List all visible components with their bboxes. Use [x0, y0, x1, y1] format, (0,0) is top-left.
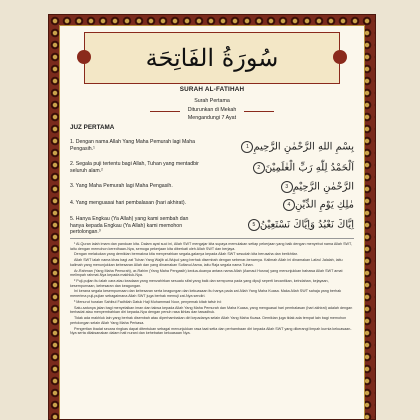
note-paragraph: Ini kerana segala kesempurnaan dan kebesaran serta keagungan dan kekuasaan itu hanya pada zat Allah Yang Maha Kuasa. Maka Allah SWT sahaja yang berhak menerima puji-pujian sebagaimana Allah SWT juga berhak memuji zat-Nya sendiri. — [70, 289, 342, 298]
verse-arabic: مٰلِكِ يَوْمِ الدِّيْنِ4 — [280, 199, 354, 211]
verse-translation: 4. Yang menguasai hari pembalasan (hari akhirat). — [70, 200, 187, 206]
note-paragraph: ² Puji-pujian itu ialah cara atau keadaan yang menzahirkan sesuatu sifat yang baik dan sempurna pada yang dipuji seperti kecantikan, keindahan, kejayaan, kesempurnaan, kebesaran dan keagungan. — [70, 279, 329, 288]
subtitle-line: Diturunkan di Mekah — [187, 106, 237, 113]
header-ornament-right — [333, 50, 347, 64]
note-paragraph: ³ Menurut huraian Sahibul Fadhilah Datuk Haji Muhammad Noor, penyemak kitab tafsir ini: — [74, 299, 222, 304]
verse-number-marker: 3 — [281, 181, 293, 193]
subtitle-line: Surah Pertama — [194, 98, 230, 104]
verse-arabic: بِسْمِ اللهِ الرَّحْمٰنِ الرَّحِيمِ1 — [238, 141, 354, 153]
surah-subtitle — [60, 97, 364, 123]
divider — [70, 238, 354, 239]
verse-arabic: الرَّحْمٰنِ الرَّحِيْمِ3 — [278, 181, 354, 193]
surah-calligraphy: سُورَةُ الفَاتِحَة — [145, 44, 279, 72]
note-paragraph: Allah SWT ialah nama khas bagi zat Tuhan Yang Wajib al-Wujud yang berhak disembah dengan sebenar-benarnya. Kalimah Allah ini dinamakan Lafzul Jalalah, iaitu kalimah yang menunjukkan kebesaran Allah dan yang dinamakan Sultanul Asma, iaitu Raja segala nama Tuhan. — [70, 258, 343, 267]
commentary-notes — [70, 242, 354, 337]
note-paragraph: Satu-satunya jalan bagi menyelaikan iman dan takwa kepada Allah Yang Maha Pemurah dan Maha Kuasa, yang menguasai hari pembalasan (hari akhirat) adalah dengan berbadat atau menyembahkan diri kepada-Nya dengan penuh rasa ikhlas dan tawadhuk. — [70, 305, 353, 315]
verse-arabic: اِيَّاكَ نَعْبُدُ وَاِيَّاكَ نَسْتَعِيْنُ5 — [245, 219, 354, 231]
surah-header-panel — [84, 32, 340, 84]
note-paragraph: Dengan melakukan yang demikian bermakna kita menyerahkan segala-galanya kepada Allah SWT sesudah kita berusaha dan berikhtiar. — [74, 252, 298, 257]
note-paragraph: Pengertian ibadat secara ringkas dapat ditentukan sebagai menunjukkan rasa taat setia dan perhambaan diri kepada Allah SWT yang dikerangi limpah kurnia kekuasaan-Nya serta dilaksanakan dalam hati nurani dan kehebatan kekuasaan Nya. — [70, 326, 352, 336]
verse-translation: 5. Hanya Engkau (Ya Allah) yang kami sembah dan hanya kepada Engkau (Ya Allah) kami memohon pertolongan.³ — [70, 216, 189, 236]
verse-translation: 2. Segala puji tertentu bagi Allah, Tuhan yang mentadbir seluruh alam.² — [70, 161, 199, 174]
section-heading: JUZ PERTAMA — [70, 124, 115, 131]
verse-translation: 3. Yang Maha Pemurah lagi Maha Pengasih. — [70, 183, 173, 189]
title-rule-right — [244, 111, 274, 112]
note-paragraph: Tidak ada makhluk lain yang berhak disembah atau diperhambakan diri kepadanya selain Allah Yang Maha Kuasa. Demikian juga tidak ada tempat lain bagi memohon pertolongan selain Allah Yang Maha Perkasa. — [70, 316, 347, 325]
verse-number-marker: 4 — [283, 199, 295, 211]
note-paragraph: ¹ Al-Quran ialah imam dan panduan kita. Dalam ayat suci ini, Allah SWT mengajar kita supaya memulakan setiap pekerjaan yang baik dengan menyebut nama Allah SWT, iaitu dengan memohon keredhaan-Nya, semoga pekerjaan kita diberkati oleh Allah SWT dan berjaya. — [70, 242, 352, 251]
verse-number-marker: 1 — [241, 141, 253, 153]
title-block — [60, 86, 364, 123]
surah-title: SURAH AL-FATIHAH — [179, 86, 245, 93]
verse-arabic: اَلْحَمْدُ لِلّٰهِ رَبِّ الْعٰلَمِيْنَ2 — [250, 162, 354, 174]
title-rule-left — [150, 111, 180, 112]
verse-number-marker: 5 — [248, 219, 260, 231]
page-body — [59, 25, 365, 419]
verse-translation: 1. Dengan nama Allah Yang Maha Pemurah lagi Maha Pengasih.¹ — [70, 139, 195, 152]
ornamental-border — [48, 14, 376, 420]
verse-number-marker: 2 — [253, 162, 265, 174]
subtitle-line: Mengandungi 7 Ayat — [187, 115, 237, 121]
header-ornament-left — [77, 50, 91, 64]
note-paragraph: Ar-Rahman (Yang Maha Pemurah), ar-Rahim (Yang Maha Pengasih) kedua-duanya antara nama Allah (Asmaul Husna) yang menunjukkan bahawa Allah SWT amat melimpah rahmat-Nya kepada makhluk-Nya. — [70, 268, 343, 278]
